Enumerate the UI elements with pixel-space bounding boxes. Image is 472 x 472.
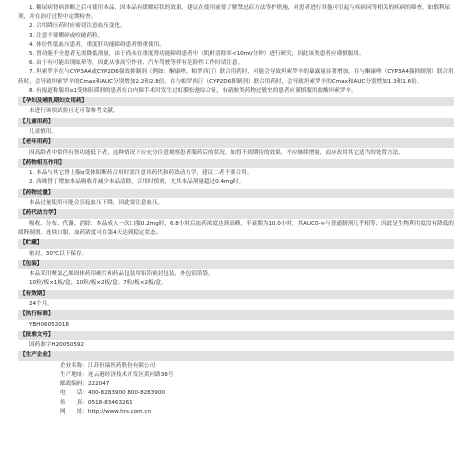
elderly-heading: 【老年用药】 [18,138,454,147]
precaution-item: 1. 糖尿病肾病诊断之后可使用本品，因本品有缓解症状的效果，建议在使用前要了解禁忌症方法等护措施，对患者进行其他可引起与疾病同等相关的疾病的筛查，如假利尿剂，并在治疗过程中定期检查。 [18,5,451,21]
standard-text: YBH06052018 [29,321,69,328]
children-heading: 【儿童用药】 [18,118,454,127]
manufacturer-heading: 【生产企业】 [18,351,454,360]
pharmacokinetics-heading: 【药代动力学】 [18,209,454,218]
validity-heading: 【有效期】 [18,290,454,299]
approval-heading: 【批准文号】 [18,331,454,340]
postcode-label: 邮政编码： [60,381,88,388]
precaution-item: 6. 由于有可能出现眩晕等，因此从事高空作业、汽车驾驶等伴有危险性工作时请注意。 [29,60,244,67]
packaging-heading: 【包装】 [18,260,454,269]
website: http://www.hrs.com.cn [87,408,151,415]
manufacturer-info [18,362,454,417]
fax-label: 传 真： [60,399,88,406]
elderly-text: 因高龄者中常伴有肾功能低下者，这种情况下应充分注意观察患者服药后的状况。如得不到期待的效果，不应继续增量，而应改用其它适当的处置方法。 [29,149,404,156]
fax: 0518-83463261 [87,399,133,406]
company-name-label: 企业名称： [60,362,88,369]
packaging-text: 本品采用聚氯乙烯固体药用硬片和药品包装用铝箔密封包装，外包铝箔袋。 [29,271,214,278]
precaution-item: 4. 体位性低血压患者，重度肝功能障碍患者慎重使用。 [29,41,165,48]
interactions-heading: 【药物相互作用】 [18,159,454,168]
manufacturer-row [18,399,454,408]
interaction-item: 2. 西咪替丁增加本品吸收并减少本品清除，合用时慎重，尤其本品剂量超过0.4mg时。 [29,179,245,186]
precaution-item: 5. 肾功能不全患者无需降低剂量，由于尚未在重度肾功能障碍患者中（肌酐清除率<10ml/分钟）进行研究，因此该类患者应谨慎服用。 [29,51,365,58]
phone-label: 电 话： [60,390,88,397]
company-name: 江苏恒瑞医药股份有限公司 [87,362,156,369]
approval-number: 国药准字H20050592 [29,342,85,349]
pharmacokinetics-text: 吸收、分布、代谢、消除：本品成人一次口服0.2mg时，6.8小时后血药浓度达到高峰，半衰期为10.0小时，其AUC0-∞与普通制剂几乎相等，因此是生物利用度没有降低的缓释制剂。连续口服，血药浓度可在第4天达到稳定状态。 [18,220,454,236]
precaution-item: 8. 有报道称服用α1受体阻滞剂的患者在白内障手术时发生过虹膜松弛综合征，有硝胺类药物过敏史的患者应谨慎服用盐酸坦索罗辛。 [29,87,357,94]
manufacturer-row [18,362,454,371]
website-label: 网 址： [60,408,88,415]
phone: 400-8283900 800-8283900 [87,390,165,397]
standard-heading: 【执行标准】 [18,310,454,319]
children-text: 儿童慎用。 [29,129,57,136]
manufacturer-row [18,380,454,389]
storage-text: 密封，30℃以下保存。 [29,250,88,257]
manufacturer-row [18,408,454,417]
packaging-spec: 10粒/板×1板/盒；10粒/板×2板/盒；7粒/板×2板/盒。 [29,280,167,287]
precautions-list [18,4,454,96]
storage-heading: 【贮藏】 [18,239,454,248]
precaution-item: 7. 坦索罗辛在与CYP3A4或CYP2D6强效抑制剂（例如：酮康唑、帕罗西汀）联合用药时，可能会导致坦索罗辛的暴露量显著增加。在与酮康唑（CYP3A4强抑制剂）联合用药时，会导致坦索罗辛的Cmax和AUC分别增加2.2和2.8倍。在与帕罗西汀（CYP2D6抑制剂）联合用药时，会导致坦索罗辛的Cmax和AUC分别增加1.3和1.6倍。 [18,69,454,85]
address-label: 生产地址： [60,371,88,378]
manufacturer-row [18,371,454,380]
precaution-item: 2. 合用降压药时应密切注意血压变化。 [29,23,126,30]
pregnancy-text: 未进行该项试验且无可靠参考文献。 [29,108,119,115]
overdose-heading: 【药物过量】 [18,189,454,198]
overdose-text: 本品过量使用可能会引起血压下降，因此要注意血压。 [29,200,164,207]
precaution-item: 3. 注意不要嚼碎或咬破药粒。 [29,32,104,39]
validity-text: 24个月。 [29,300,53,307]
interaction-item: 1. 本品与其它肾上腺α受体阻断药合用时需注意其药代和药效动力学，建议二者不要合用。 [29,170,253,177]
postcode: 222047 [87,381,110,388]
pregnancy-heading: 【孕妇及哺乳期妇女用药】 [18,97,454,106]
manufacturer-row [18,389,454,398]
address: 连云港经济技术开发区黄河路38号 [87,371,174,378]
